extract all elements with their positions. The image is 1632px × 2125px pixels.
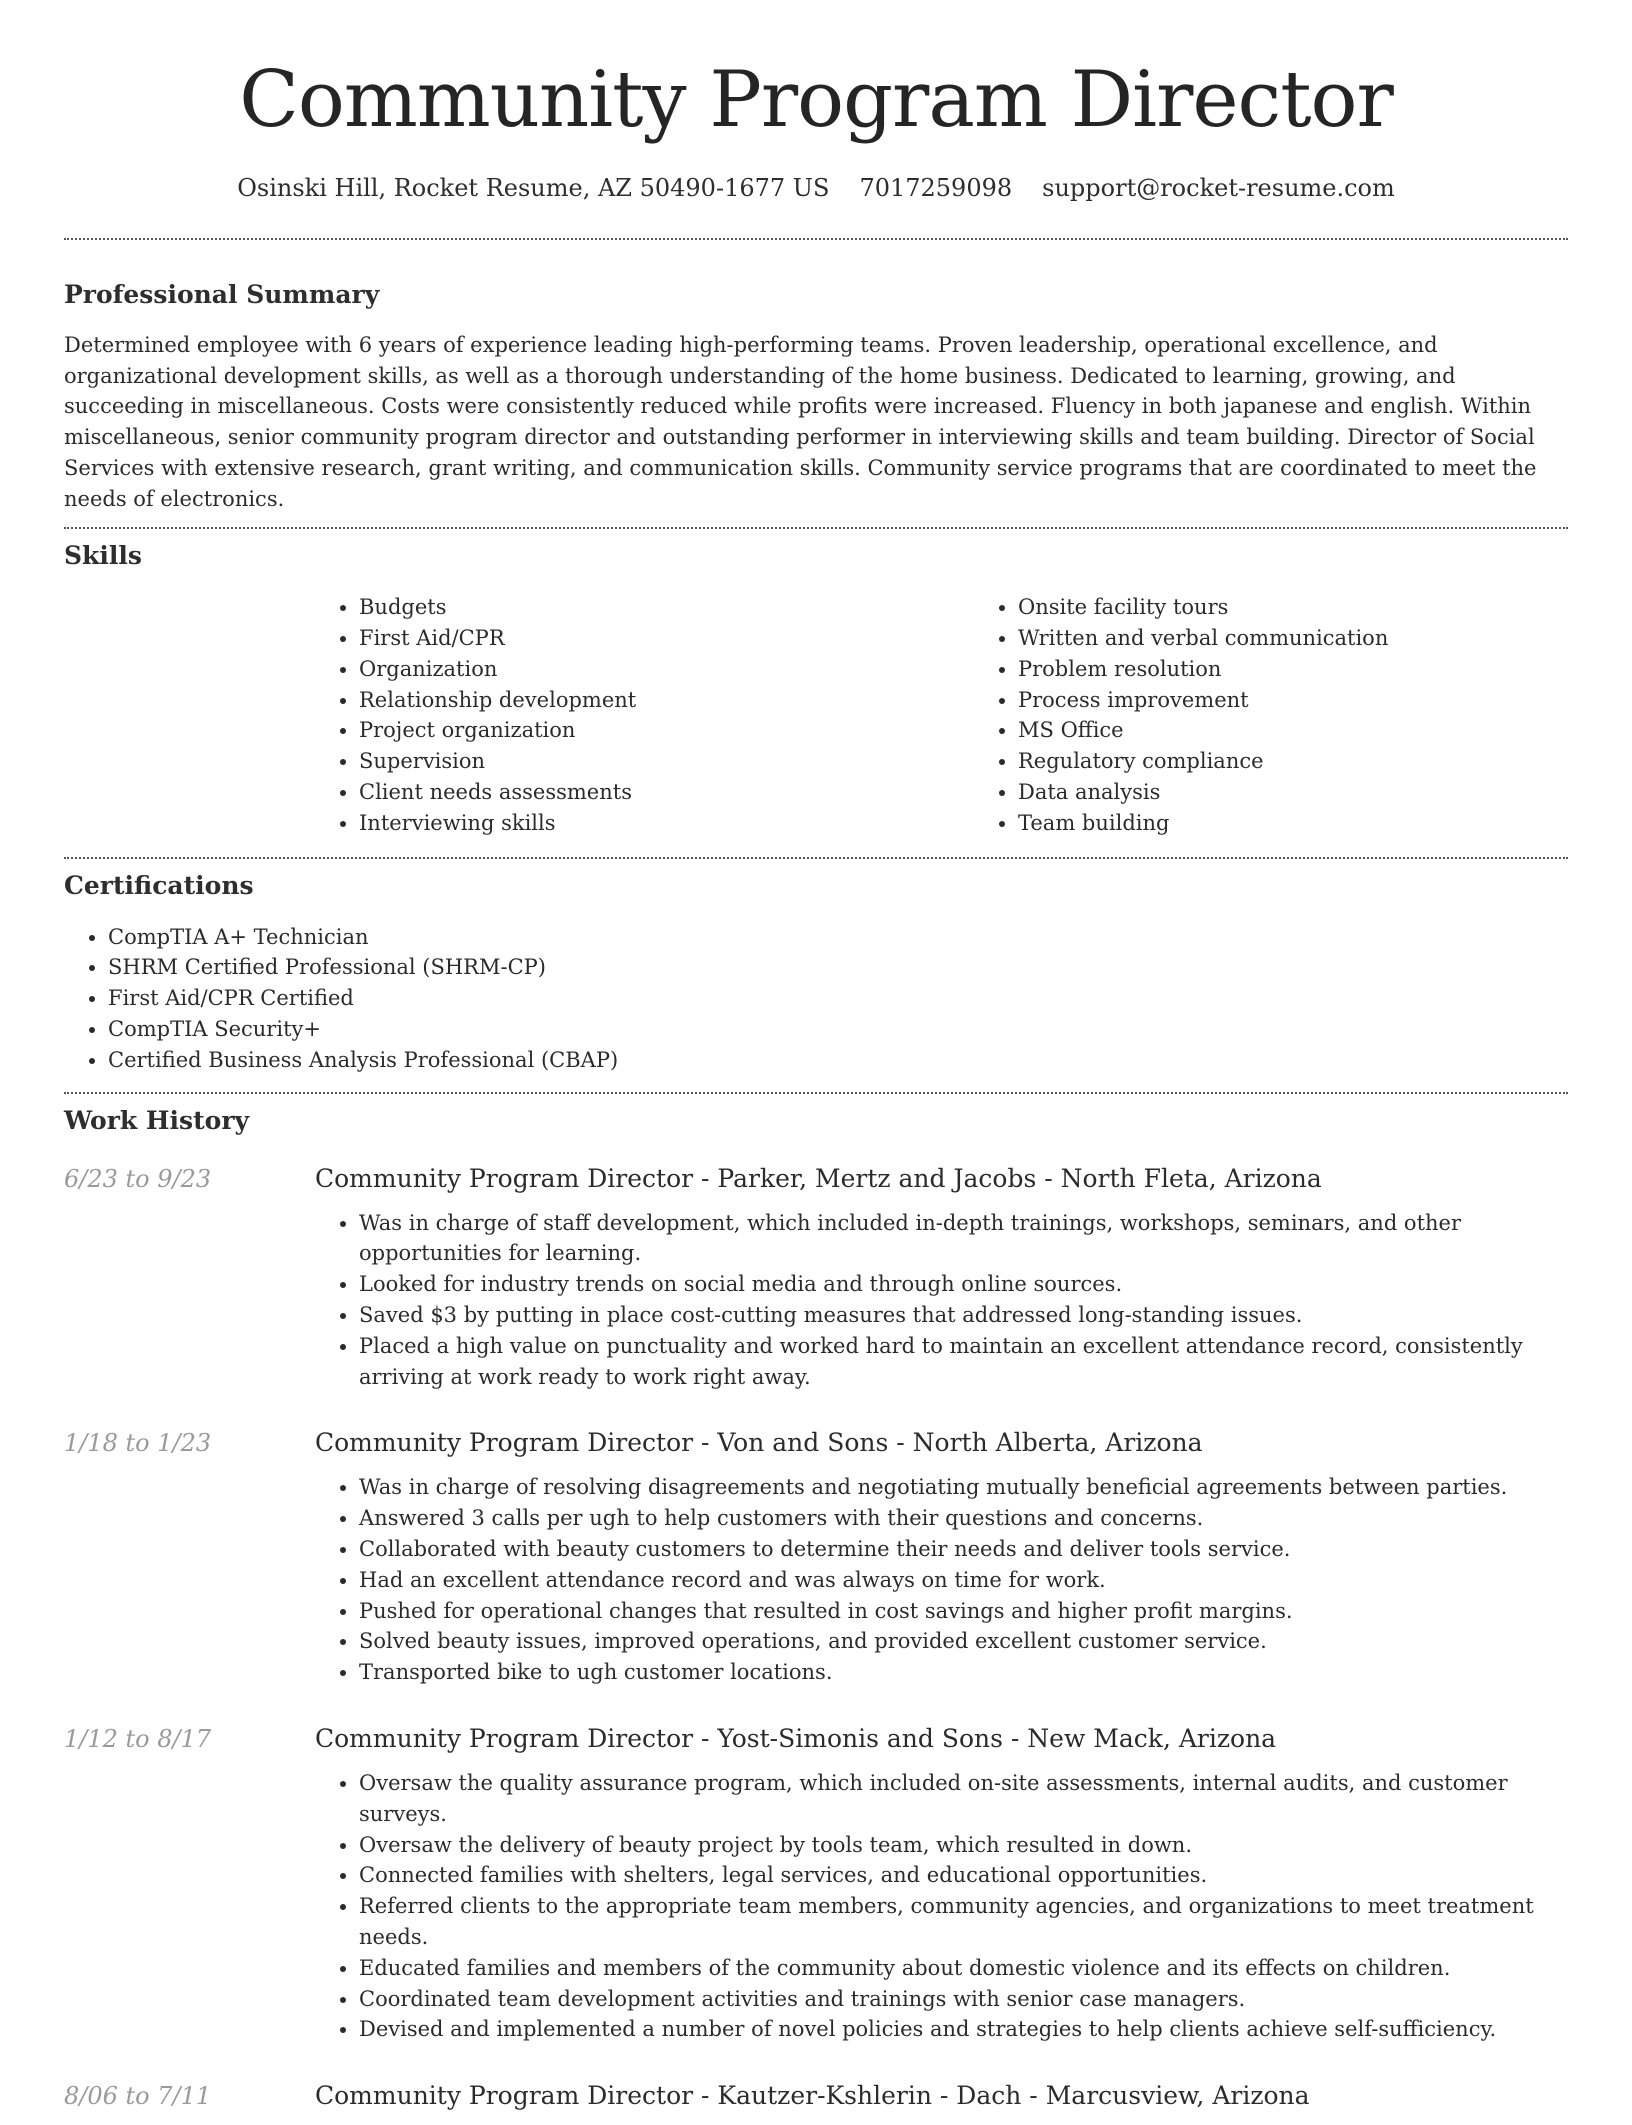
job-entry [64, 1722, 1568, 2045]
job-bullet: • Oversaw the quality assurance program, which included on-site assessments, internal audits, and customer surveys. [359, 1768, 1568, 1830]
divider [64, 1092, 1568, 1094]
job-body [315, 1722, 1568, 2045]
divider [64, 527, 1568, 529]
certification-item: • CompTIA A+ Technician [108, 922, 1568, 953]
skill-item: • Project organization [359, 715, 974, 746]
certification-item: • SHRM Certified Professional (SHRM-CP) [108, 952, 1568, 983]
resume-page [64, 0, 1568, 2125]
job-bullets [315, 1472, 1568, 1688]
skill-item: • Regulatory compliance [1018, 746, 1632, 777]
job-title: Community Program Director - Yost-Simonis and Sons - New Mack, Arizona [315, 1723, 1277, 1753]
section-title-work-history: Work History [64, 1105, 250, 1135]
job-bullet: • Had an excellent attendance record and was always on time for work. [359, 1565, 1568, 1596]
skill-item: • Organization [359, 654, 974, 685]
skill-item: • Written and verbal communication [1018, 623, 1632, 654]
skill-item: • Budgets [359, 592, 974, 623]
job-title: Community Program Director - Parker, Mertz and Jacobs - North Fleta, Arizona [315, 1163, 1322, 1193]
job-bullet: • Was in charge of resolving disagreements and negotiating mutually beneficial agreements between parties. [359, 1472, 1568, 1503]
job-title: Community Program Director - Von and Sons - North Alberta, Arizona [315, 1428, 1203, 1458]
certification-item: • First Aid/CPR Certified [108, 983, 1568, 1014]
summary-text: Determined employee with 6 years of experience leading high-performing teams. Proven leadership, operational excellence, and organizational development skills, as well as a thorough understanding of the home business. Dedicated to learning, growing, and succeeding in miscellaneous. Costs were consistently reduced while profits were increased. Fluency in both japanese and english. Within miscellaneous, senior community program director and outstanding performer in interviewing skills and team building. Director of Social Services with extensive research, grant writing, and communication skills. Community service programs that are coordinated to meet the needs of electronics. [64, 333, 1537, 511]
job-dates: 8/06 to 7/11 [64, 2082, 212, 2111]
contact-email: support@rocket-resume.com [1042, 174, 1395, 202]
job-dates: 1/18 to 1/23 [64, 1429, 212, 1458]
skill-item: • Onsite facility tours [1018, 592, 1632, 623]
job-bullet: • Was in charge of staff development, which included in-depth trainings, workshops, seminars, and other opportunities for learning. [359, 1208, 1568, 1270]
job-bullet: • Pushed for operational changes that resulted in cost savings and higher profit margins. [359, 1596, 1568, 1627]
skill-item: • Process improvement [1018, 685, 1632, 716]
job-bullet: • Referred clients to the appropriate team members, community agencies, and organizations to meet treatment needs. [359, 1891, 1568, 1953]
resume-name: Community Program Director [239, 55, 1393, 145]
contact-line [64, 172, 1568, 204]
job-body [315, 2079, 1568, 2125]
skill-item: • Team building [1018, 808, 1632, 839]
skills-list-right [974, 592, 1632, 838]
skill-item: • Relationship development [359, 685, 974, 716]
job-dates: 6/23 to 9/23 [64, 1164, 212, 1193]
job-bullet: • Connected families with shelters, legal services, and educational opportunities. [359, 1860, 1568, 1891]
job-body [315, 1426, 1568, 1688]
certifications-list [64, 922, 1568, 1076]
job-dates: 1/12 to 8/17 [64, 1724, 212, 1753]
skill-item: • Data analysis [1018, 777, 1632, 808]
section-title-skills: Skills [64, 541, 142, 571]
skill-item: • Problem resolution [1018, 654, 1632, 685]
skill-item: • First Aid/CPR [359, 623, 974, 654]
contact-address: Osinski Hill, Rocket Resume, AZ 50490-1677 US [237, 174, 830, 202]
skill-item: • Interviewing skills [359, 808, 974, 839]
job-body [315, 1162, 1568, 1393]
job-bullet: • Looked for industry trends on social media and through online sources. [359, 1269, 1568, 1300]
job-title: Community Program Director - Kautzer-Kshlerin - Dach - Marcusview, Arizona [315, 2081, 1310, 2111]
job-bullet: • Solved beauty issues, improved operations, and provided excellent customer service. [359, 1626, 1568, 1657]
job-entry [64, 1426, 1568, 1688]
job-bullet: • Transported bike to ugh customer locations. [359, 1657, 1568, 1688]
job-entry [64, 1162, 1568, 1393]
job-bullet: • Educated families and members of the community about domestic violence and its effects on children. [359, 1953, 1568, 1984]
job-bullets [315, 1768, 1568, 2045]
job-bullet: • Saved $3 by putting in place cost-cutting measures that addressed long-standing issues. [359, 1300, 1568, 1331]
skill-item: • Supervision [359, 746, 974, 777]
skills-list-left [315, 592, 974, 838]
job-bullet: • Devised and implemented a number of novel policies and strategies to help clients achieve self-sufficiency. [359, 2014, 1568, 2045]
job-bullet: • Coordinated team development activities and trainings with senior case managers. [359, 1984, 1568, 2015]
job-bullet: • Placed a high value on punctuality and worked hard to maintain an excellent attendance record, consistently arriving at work ready to work right away. [359, 1331, 1568, 1393]
divider [64, 238, 1568, 240]
section-title-certifications: Certifications [64, 870, 254, 900]
job-bullet: • Oversaw the delivery of beauty project by tools team, which resulted in down. [359, 1830, 1568, 1861]
job-bullet: • Collaborated with beauty customers to determine their needs and deliver tools service. [359, 1534, 1568, 1565]
certification-item: • CompTIA Security+ [108, 1014, 1568, 1045]
section-title-summary: Professional Summary [64, 280, 380, 309]
contact-phone: 7017259098 [859, 174, 1013, 202]
job-entry [64, 2079, 1568, 2125]
certification-item: • Certified Business Analysis Professional (CBAP) [108, 1045, 1568, 1076]
skill-item: • Client needs assessments [359, 777, 974, 808]
job-bullets [315, 1208, 1568, 1393]
skills-grid [315, 592, 1568, 838]
skill-item: • MS Office [1018, 715, 1632, 746]
divider [64, 857, 1568, 859]
job-bullet: • Answered 3 calls per ugh to help customers with their questions and concerns. [359, 1503, 1568, 1534]
